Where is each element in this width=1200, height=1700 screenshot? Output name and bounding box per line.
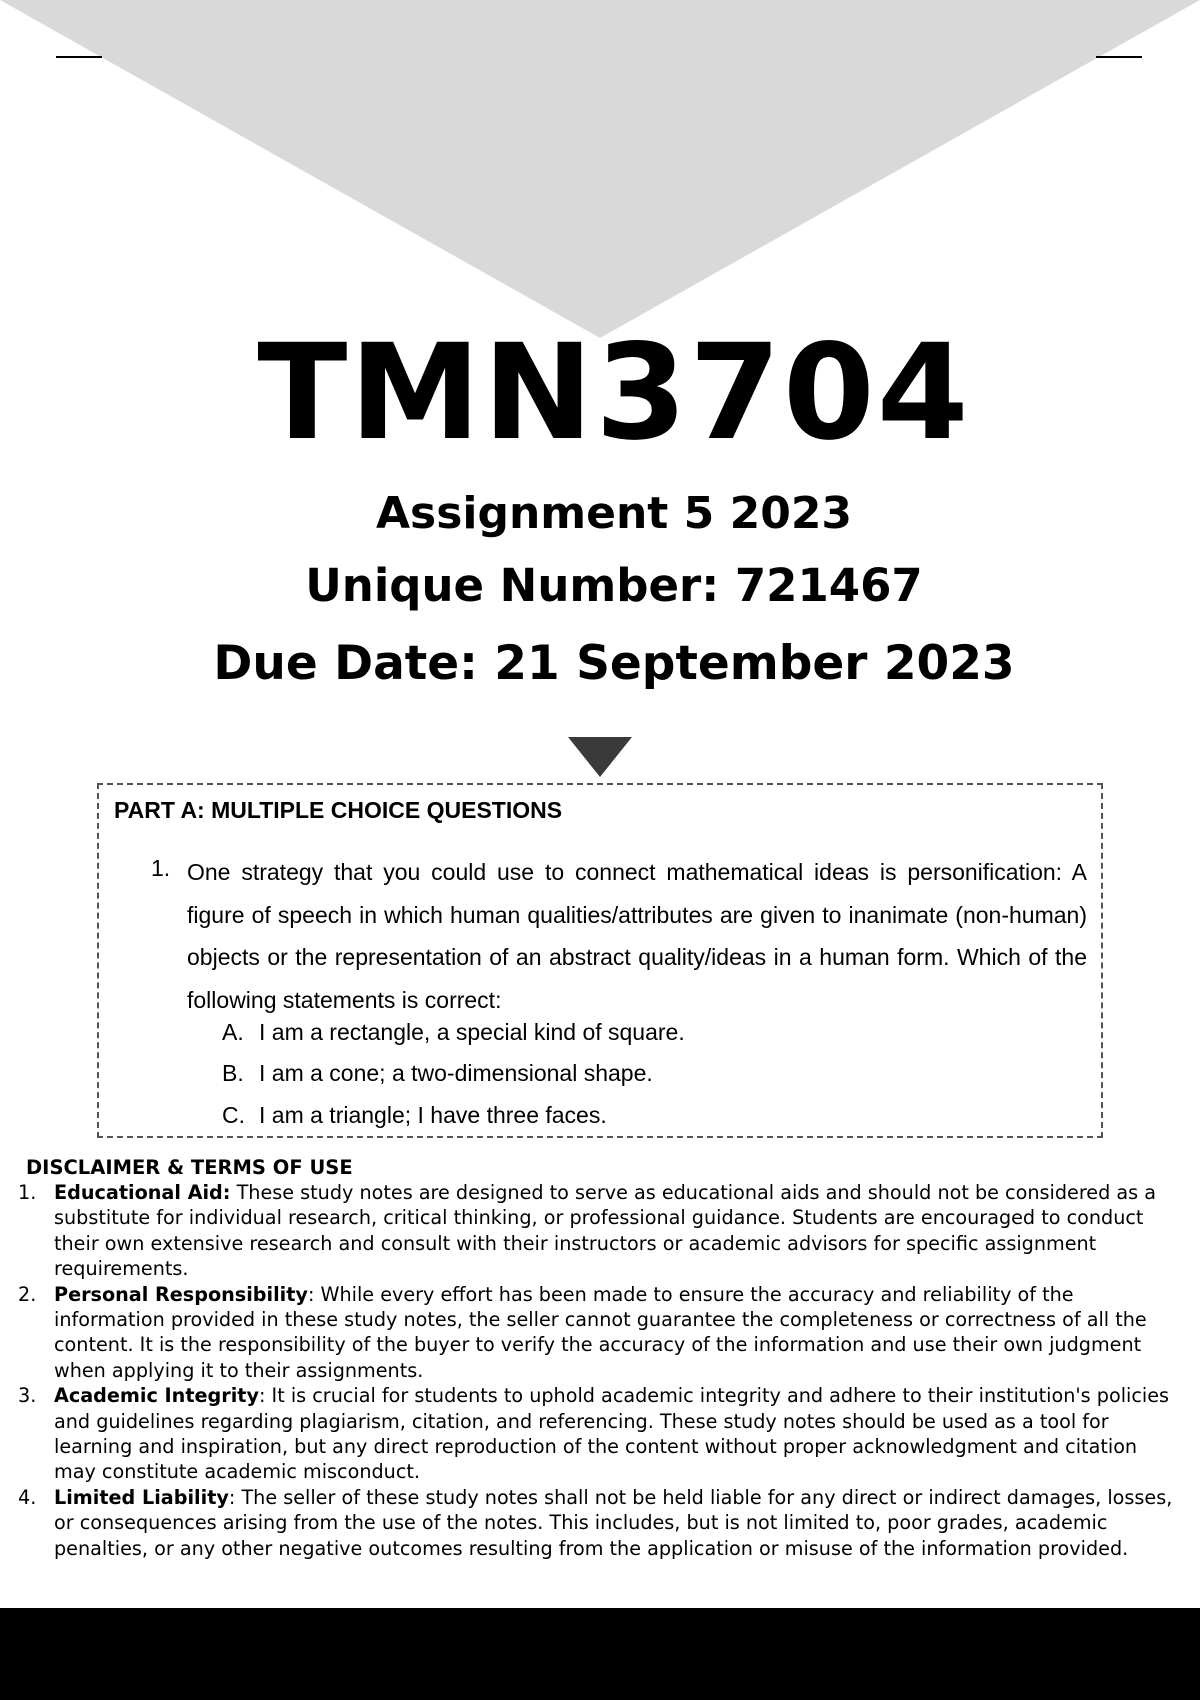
header-banner-shape: [0, 0, 1200, 340]
option-text: I am a cone; a two-dimensional shape.: [259, 1060, 653, 1086]
term-title: Educational Aid:: [54, 1181, 231, 1204]
assignment-title: Assignment 5 2023: [375, 488, 853, 539]
down-triangle-icon: [568, 737, 632, 777]
option-letter: B.: [222, 1060, 244, 1086]
option-letter: A.: [222, 1019, 244, 1045]
term-title: Personal Responsibility: [54, 1282, 308, 1306]
terms-list: [0, 1180, 1200, 1561]
question-number: 1.: [151, 855, 171, 881]
right-rule-line: [1096, 56, 1142, 58]
option-letter: C.: [222, 1102, 245, 1128]
term-item: [0, 1180, 1200, 1282]
option-b: [222, 1058, 653, 1088]
unique-number: Unique Number: 721467: [305, 559, 923, 612]
course-code-title: TMN3704: [257, 316, 971, 470]
term-text: : The seller of these study notes shall not be held liable for any direct or indirect damages, losses, or consequences arising from the use of the notes. This includes, but is not limited to, poor grades, academic penalties, or any other negative outcomes resulting from the application or misuse of the information provided.: [54, 1485, 1173, 1560]
term-item: [0, 1383, 1200, 1485]
option-a: [222, 1017, 685, 1047]
term-title: Limited Liability: [54, 1485, 229, 1509]
term-item: [0, 1485, 1200, 1561]
term-text: These study notes are designed to serve as educational aids and should not be considered as a substitute for individual research, critical thinking, or professional guidance. Students are encouraged to conduct their own extensive research and consult with their instructors or academic advisors for specific assignment requirements.: [54, 1181, 1156, 1281]
left-rule-line: [56, 56, 102, 58]
term-text: : It is crucial for students to uphold academic integrity and adhere to their institution's policies and guidelines regarding plagiarism, citation, and referencing. These study notes should be used as a tool for learning and inspiration, but any direct reproduction of the content without proper acknowledgment and citation may constitute academic misconduct.: [54, 1384, 1170, 1484]
banner-chevron: [0, 0, 1200, 338]
due-date: Due Date: 21 September 2023: [213, 636, 1015, 691]
question-preview-box: [97, 783, 1103, 1138]
term-item: [0, 1282, 1200, 1384]
term-text: : While every effort has been made to ensure the accuracy and reliability of the information provided in these study notes, the seller cannot guarantee the completeness or correctness of all the content. It is the responsibility of the buyer to verify the accuracy of the information and use their own judgment when applying it to their assignments.: [54, 1282, 1147, 1382]
option-text: I am a rectangle, a special kind of square.: [259, 1019, 685, 1045]
question-text: One strategy that you could use to connect mathematical ideas is personification: A figure of speech in which human qualities/attributes are given to inanimate (non-human) objects or the representation of an abstract quality/ideas in a human form. Which of the following statements is correct:: [187, 859, 1087, 1013]
term-number: 1.: [18, 1181, 37, 1204]
disclaimer-title: DISCLAIMER & TERMS OF USE: [26, 1156, 353, 1179]
term-number: 4.: [18, 1485, 37, 1509]
term-title: Academic Integrity: [54, 1384, 259, 1408]
term-number: 3.: [18, 1384, 37, 1408]
term-number: 2.: [18, 1282, 37, 1306]
option-c: [222, 1100, 607, 1130]
part-a-heading: PART A: MULTIPLE CHOICE QUESTIONS: [114, 797, 563, 823]
footer-bar: [0, 1608, 1200, 1700]
option-text: I am a triangle; I have three faces.: [259, 1102, 607, 1128]
